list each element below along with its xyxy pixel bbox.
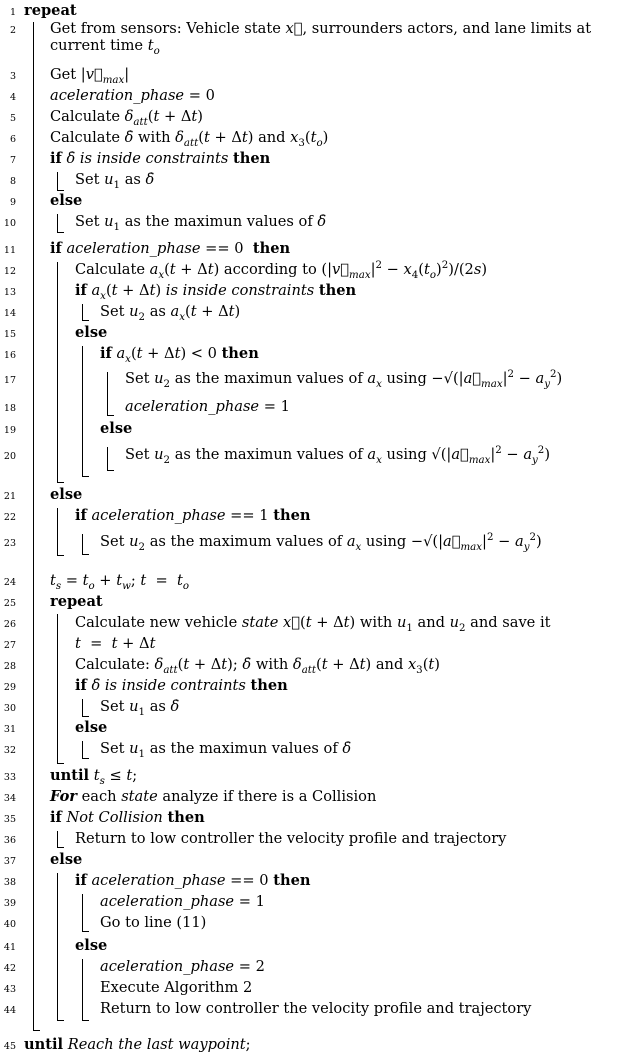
- line-text: else: [75, 937, 108, 954]
- block-scope-line: [57, 614, 64, 764]
- line-number: 5: [9, 113, 16, 124]
- line-text: if $a_x(t + \Delta t)$ is inside constraints then: [75, 282, 357, 302]
- block-scope-line: [107, 372, 114, 416]
- line-text: Return to low controller the velocity profile and trajectory: [75, 830, 507, 847]
- line-number: 2: [9, 25, 16, 36]
- line-text: $t_s = t_o + t_w$; $t = t_o$: [50, 572, 190, 592]
- line-text: For each state analyze if there is a Collision: [50, 788, 377, 805]
- line-number: 10: [3, 218, 16, 229]
- line-text: Set $u_2$ as the maximum values of $a_x$ $using -√(|a⃗_{max}|^2 - a_y^2)$: [100, 532, 542, 553]
- line-number: 31: [3, 724, 16, 735]
- line-number: 17: [3, 375, 16, 386]
- block-scope-line: [57, 262, 64, 483]
- line-text: Set $u_1$ as δ̇: [100, 698, 180, 718]
- line-text: until $t_s \le t$;: [50, 767, 138, 787]
- line-text: else: [50, 851, 83, 868]
- line-number: 6: [9, 134, 16, 145]
- line-number: 15: [3, 329, 16, 340]
- block-scope-line: [107, 447, 114, 471]
- line-text: Set $u_1$ as δ̇: [75, 171, 155, 191]
- line-number: 27: [3, 640, 16, 651]
- line-text: else: [75, 324, 108, 341]
- line-text: Calculate: $\delta_{att}(t + \Delta t)$; δ̇ with $\delta_{att}(t + \Delta t)$ and $x_3(t)$: [75, 656, 440, 676]
- line-number: 30: [3, 703, 16, 714]
- line-text: if Not Collision then: [50, 809, 205, 826]
- line-number: 44: [3, 1005, 16, 1016]
- line-text: repeat: [50, 593, 103, 610]
- line-text: Calculate $\delta_{att}(t + \Delta t)$: [50, 108, 203, 128]
- line-number: 13: [3, 287, 16, 298]
- line-number: 36: [3, 835, 16, 846]
- block-scope-line: [57, 508, 64, 556]
- line-text: aceleration_phase = 1: [125, 398, 290, 415]
- block-scope-line: [82, 699, 89, 717]
- line-text: if aceleration_phase == 1 then: [75, 507, 311, 524]
- block-scope-line: [57, 172, 64, 191]
- block-scope-line: [82, 346, 89, 477]
- line-number: 24: [3, 577, 16, 588]
- line-number: 7: [9, 155, 16, 166]
- line-number: 33: [3, 772, 16, 783]
- line-number: 34: [3, 793, 16, 804]
- line-number: 23: [3, 538, 16, 549]
- line-text: else: [75, 719, 108, 736]
- line-number: 12: [3, 266, 16, 277]
- line-text: Set $u_2$ as the maximun values of $a_x$ $using -√(|a⃗_{max}|^2 - a_y^2)$: [125, 369, 563, 390]
- line-text: Set $u_2$ as the maximun values of $a_x$ using $√(|a⃗_{max}|^2 - a_y^2)$: [125, 445, 551, 466]
- line-text: Calculate δ̇ with $\delta_{att}(t + \Delta t)$ and $x_3(t_o)$: [50, 129, 329, 149]
- line-text: Set $u_1$ as the maximun values of δ̇: [75, 213, 327, 233]
- line-number: 45: [3, 1041, 16, 1052]
- line-number: 26: [3, 619, 16, 630]
- line-text: else: [50, 486, 83, 503]
- line-text: until Reach the last waypoint;: [24, 1036, 251, 1053]
- line-text: else: [100, 420, 133, 437]
- line-number: 39: [3, 898, 16, 909]
- line-number: 20: [3, 451, 16, 462]
- line-text: if aceleration_phase == 0 then: [50, 240, 291, 257]
- line-text: else: [50, 192, 83, 209]
- line-number: 16: [3, 350, 16, 361]
- line-number: 14: [3, 308, 16, 319]
- line-number: 43: [3, 984, 16, 995]
- line-text: if δ̇ is inside contraints then: [75, 677, 288, 694]
- line-text: aceleration_phase = 2: [100, 958, 265, 975]
- line-text: Set $u_2$ as $a_x(t + \Delta t)$: [100, 303, 241, 323]
- line-text: Go to line (11): [100, 914, 207, 931]
- line-text: Calculate $a_x(t + \Delta t)$ according to $(|v⃗_{max}|^2 - x_4(t_o)^2)/(2s)$: [75, 260, 488, 281]
- line-text: repeat: [24, 2, 77, 19]
- block-scope-line: [82, 894, 89, 932]
- line-text: if aceleration_phase == 0 then: [75, 872, 311, 889]
- line-text: Get from sensors: Vehicle state x⃗, surrounders actors, and lane limits at current time $t_o$: [50, 20, 592, 57]
- line-number: 9: [9, 197, 16, 208]
- block-scope-line: [82, 741, 89, 759]
- block-scope-line: [82, 959, 89, 1021]
- line-number: 21: [3, 491, 16, 502]
- line-number: 19: [3, 425, 16, 436]
- line-number: 38: [3, 877, 16, 888]
- block-scope-line: [82, 304, 89, 321]
- line-text: Set $u_1$ as the maximun values of δ̇: [100, 740, 352, 760]
- line-number: 35: [3, 814, 16, 825]
- line-number: 4: [9, 92, 16, 103]
- line-number: 42: [3, 963, 16, 974]
- line-number: 28: [3, 661, 16, 672]
- line-number: 8: [9, 176, 16, 187]
- block-scope-line: [57, 873, 64, 1021]
- block-scope-line: [33, 22, 40, 1031]
- line-text: if $a_x(t + \Delta t) < 0$ then: [100, 345, 259, 365]
- line-number: 40: [3, 919, 16, 930]
- line-number: 3: [9, 71, 16, 82]
- line-number: 22: [3, 512, 16, 523]
- line-number: 11: [3, 245, 16, 256]
- line-text: Calculate new vehicle state x⃗(t + Δt) with $u_1$ and $u_2$ and save it: [75, 614, 551, 634]
- line-number: 25: [3, 598, 16, 609]
- line-number: 32: [3, 745, 16, 756]
- line-text: t = t + Δt: [75, 635, 156, 652]
- line-text: if δ̇ is inside constraints then: [50, 150, 271, 167]
- line-number: 1: [9, 7, 16, 18]
- line-text: aceleration_phase = 0: [50, 87, 215, 104]
- line-text: Return to low controller the velocity profile and trajectory: [100, 1000, 532, 1017]
- line-number: 29: [3, 682, 16, 693]
- line-number: 41: [3, 942, 16, 953]
- line-text: Execute Algorithm 2: [100, 979, 253, 996]
- line-number: 37: [3, 856, 16, 867]
- block-scope-line: [82, 534, 89, 555]
- block-scope-line: [57, 831, 64, 848]
- line-text: aceleration_phase = 1: [100, 893, 265, 910]
- line-number: 18: [3, 403, 16, 414]
- block-scope-line: [57, 214, 64, 233]
- line-text: Get $|v⃗_{max}|$: [50, 66, 130, 86]
